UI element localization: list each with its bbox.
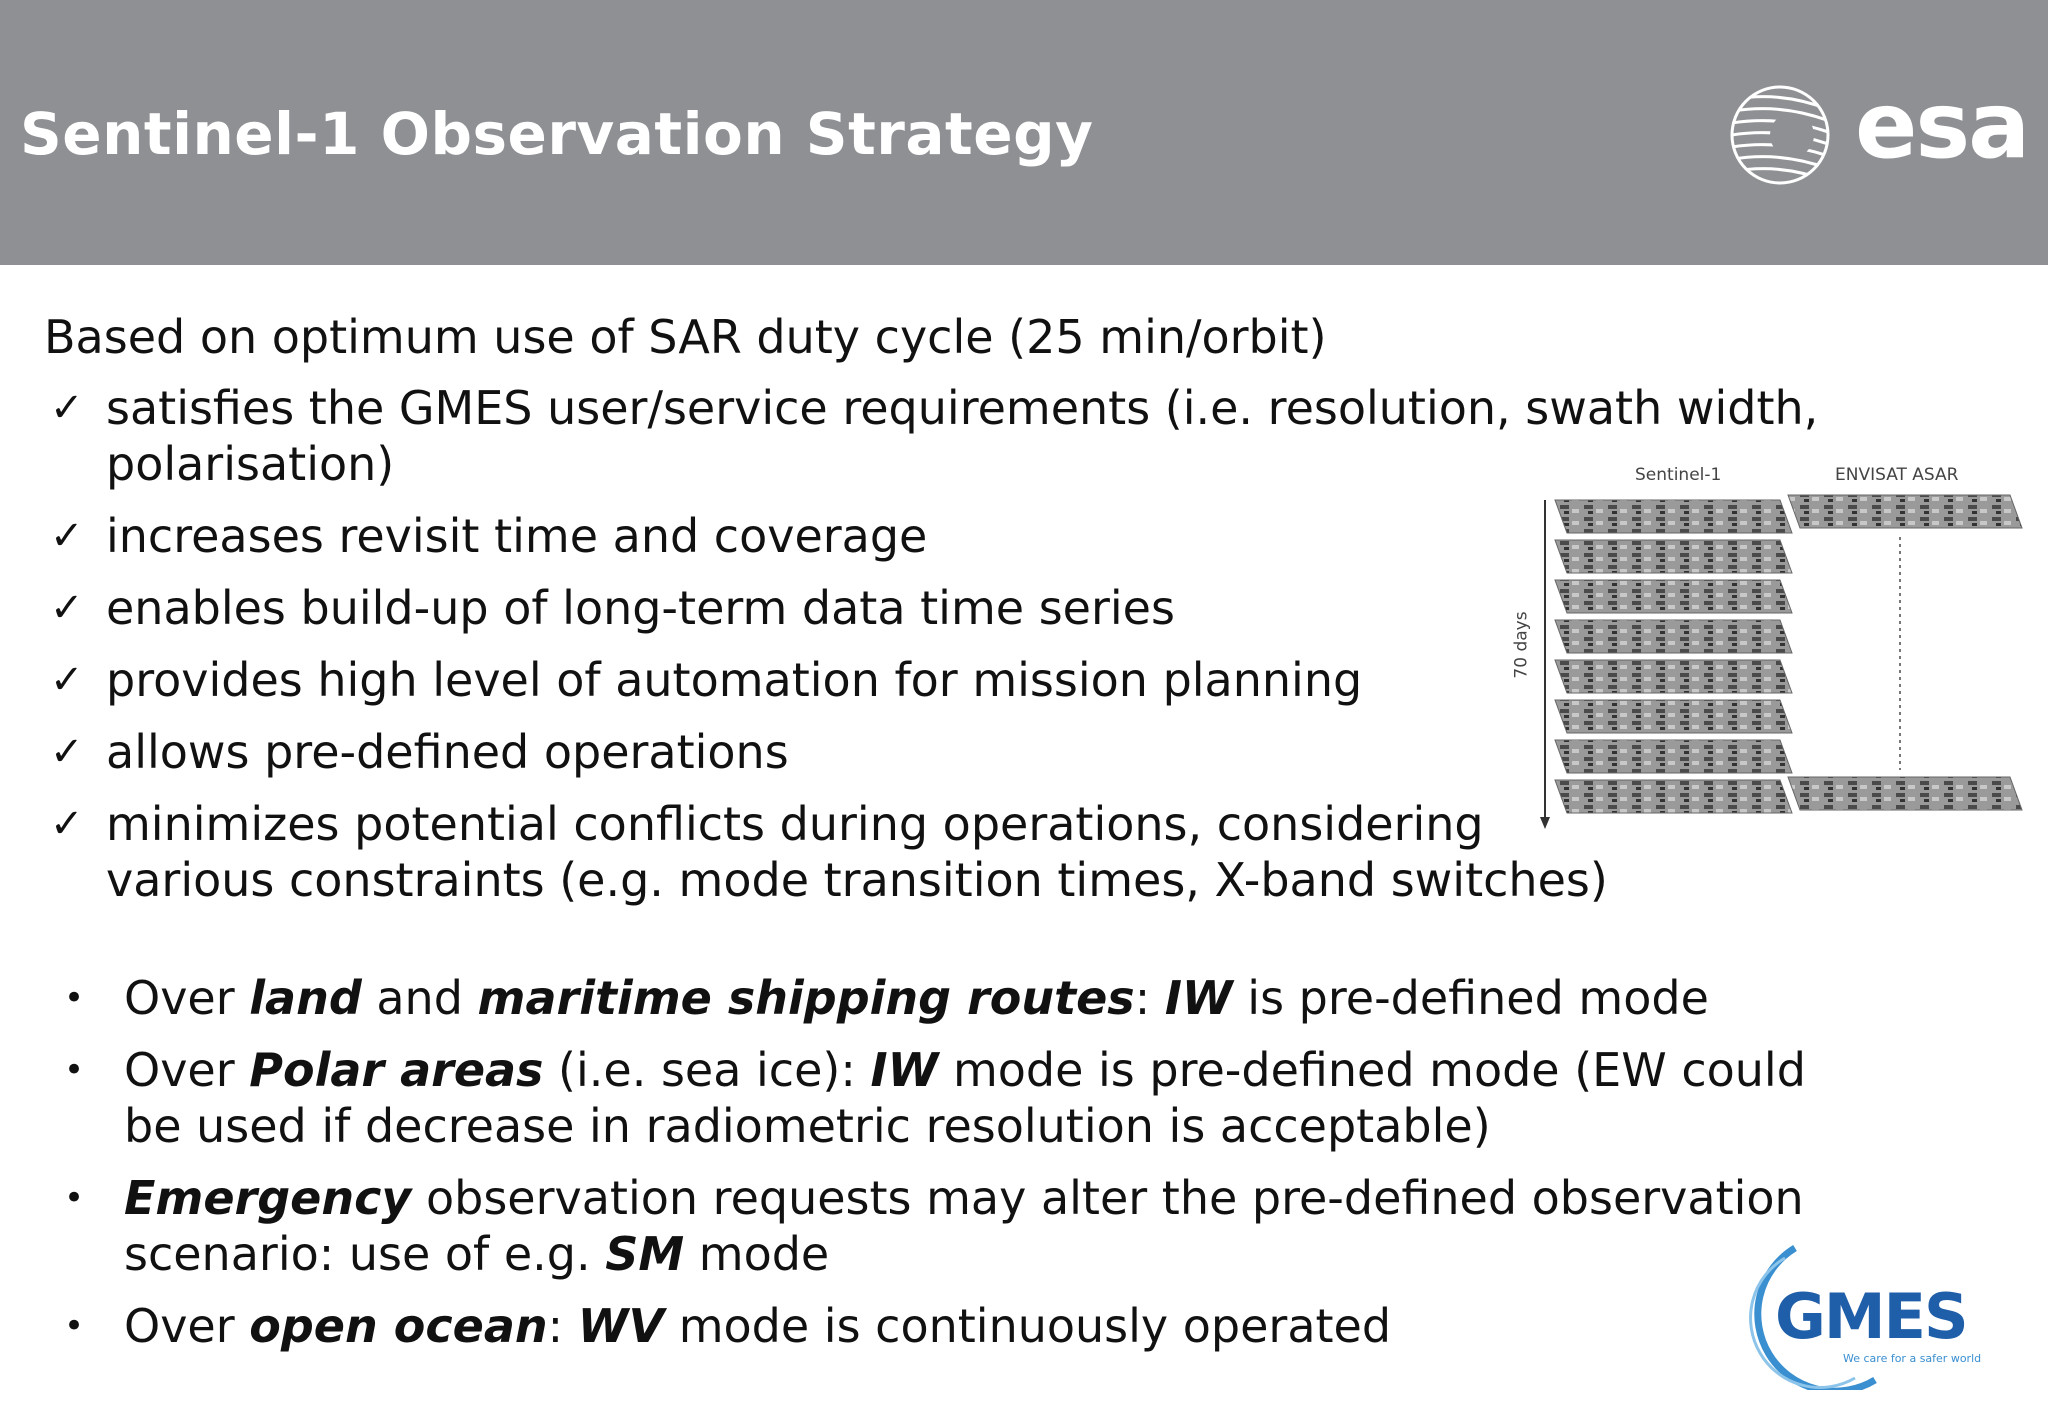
- figure-label-envisat: ENVISAT ASAR: [1835, 465, 1959, 485]
- bullet-text: observation requests may alter the pre-defined observation: [411, 1171, 1804, 1225]
- checklist-line: minimizes potential conflicts during operations, considering: [106, 797, 1484, 851]
- bullet-text: and: [361, 971, 478, 1025]
- emphasis-text: IW: [870, 1043, 939, 1097]
- bullet-icon: •: [64, 1306, 85, 1346]
- checklist-line: provides high level of automation for mission planning: [106, 653, 1363, 707]
- bullet-text: be used if decrease in radiometric resolution is acceptable): [124, 1099, 1491, 1153]
- gmes-logo: [1715, 1240, 1995, 1390]
- esa-logo: [1720, 72, 2029, 190]
- esa-logo-text: esa: [1855, 72, 2029, 179]
- emphasis-text: land: [249, 971, 362, 1025]
- intro-text: Based on optimum use of SAR duty cycle (25 min/orbit): [44, 310, 1327, 364]
- emphasis-text: IW: [1164, 971, 1233, 1025]
- checkmark-icon: ✓: [50, 585, 84, 631]
- bullet-text: :: [1134, 971, 1165, 1025]
- figure-label-sentinel: Sentinel-1: [1635, 465, 1722, 485]
- bullet-text: mode: [684, 1227, 830, 1281]
- bullet-list: [60, 970, 1806, 1370]
- figure-axis-label: 70 days: [1511, 611, 1532, 679]
- gmes-tagline: We care for a safer world: [1843, 1352, 1982, 1365]
- bullet-icon: •: [64, 1050, 85, 1090]
- emphasis-text: Polar areas: [249, 1043, 544, 1097]
- checklist-line: various constraints (e.g. mode transition times, X-band switches): [106, 853, 1608, 907]
- bullet-icon: •: [64, 978, 85, 1018]
- envisat-swath-pair: [1788, 495, 2022, 810]
- checkmark-icon: ✓: [50, 513, 84, 559]
- emphasis-text: SM: [605, 1227, 685, 1281]
- checkmark-icon: ✓: [50, 657, 84, 703]
- coverage-stack-graphic: [1510, 455, 2030, 855]
- header-bar: [0, 0, 2048, 265]
- slide-title: Sentinel-1 Observation Strategy: [20, 100, 1094, 168]
- bullet-item: [60, 970, 1806, 1026]
- gmes-logo-text: GMES: [1775, 1280, 1967, 1353]
- checkmark-icon: ✓: [50, 801, 84, 847]
- emphasis-text: open ocean: [249, 1299, 548, 1353]
- bullet-text: mode is continuously operated: [664, 1299, 1392, 1353]
- bullet-icon: •: [64, 1178, 85, 1218]
- emphasis-text: maritime shipping routes: [477, 971, 1135, 1025]
- checkmark-icon: ✓: [50, 729, 84, 775]
- checklist-line: satisfies the GMES user/service requirements (i.e. resolution, swath width,: [106, 381, 1819, 435]
- checklist-line: allows pre-defined operations: [106, 725, 789, 779]
- checklist-line: increases revisit time and coverage: [106, 509, 928, 563]
- bullet-item: [60, 1298, 1806, 1354]
- bullet-text: Over: [124, 1043, 250, 1097]
- bullet-item: [60, 1042, 1806, 1154]
- bullet-text: Over: [124, 1299, 250, 1353]
- coverage-figure: [1510, 455, 2030, 855]
- bullet-text: :: [547, 1299, 578, 1353]
- checklist-line: enables build-up of long-term data time series: [106, 581, 1175, 635]
- sentinel-swath-stack: [1555, 500, 1792, 813]
- checklist-line: polarisation): [106, 437, 395, 491]
- bullet-text: is pre-defined mode: [1232, 971, 1709, 1025]
- checkmark-icon: ✓: [50, 385, 84, 431]
- bullet-text: mode is pre-defined mode (EW could: [938, 1043, 1806, 1097]
- emphasis-text: WV: [577, 1299, 665, 1353]
- bullet-item: [60, 1170, 1806, 1282]
- esa-globe-icon: [1720, 80, 1850, 190]
- bullet-text: (i.e. sea ice):: [543, 1043, 871, 1097]
- emphasis-text: Emergency: [124, 1171, 412, 1225]
- bullet-text: scenario: use of e.g.: [124, 1227, 606, 1281]
- bullet-text: Over: [124, 971, 250, 1025]
